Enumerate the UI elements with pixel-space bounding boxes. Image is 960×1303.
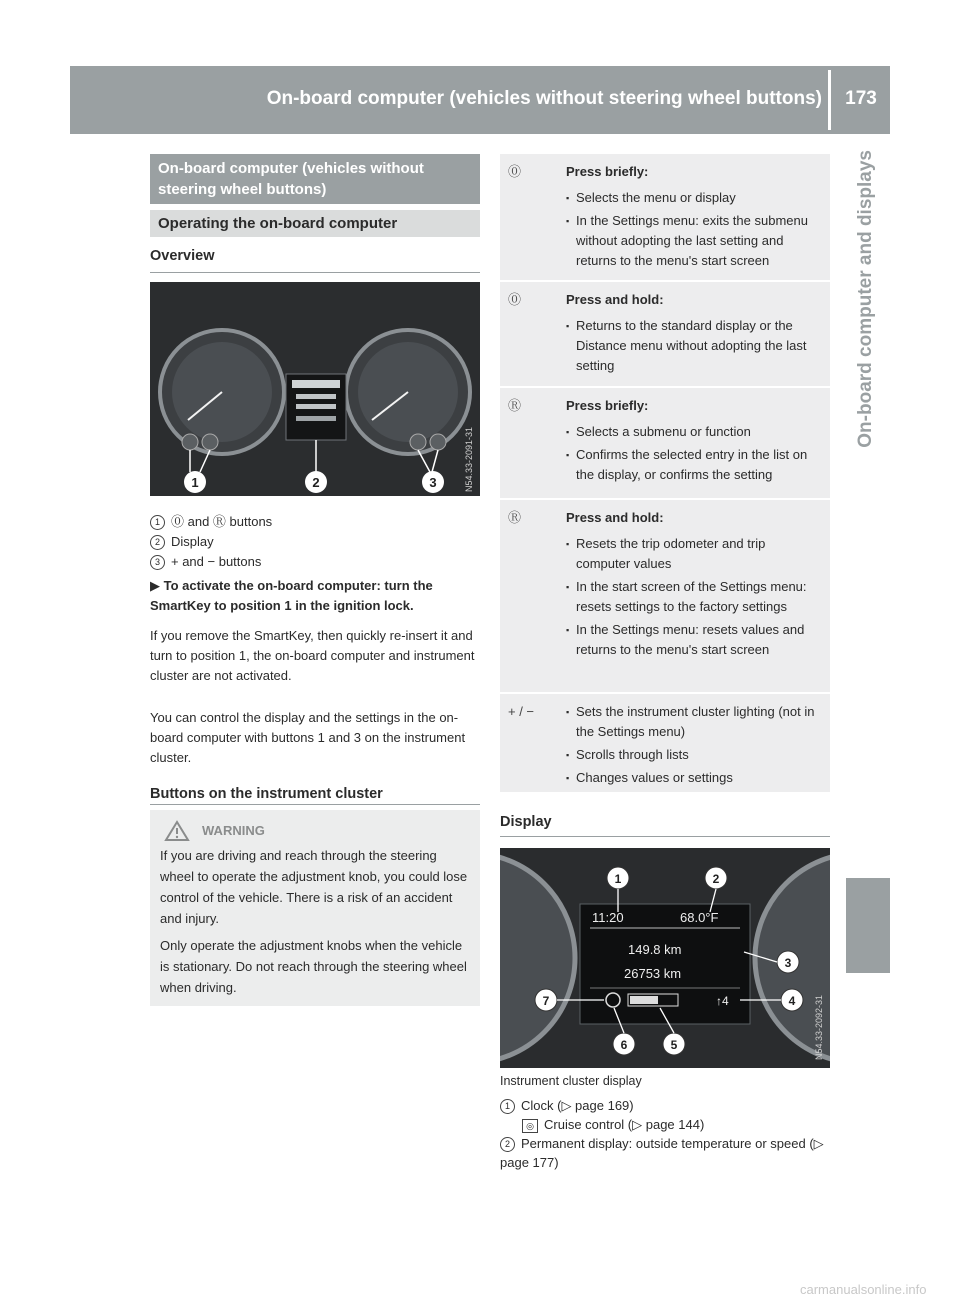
table-row: Ⓡ Press and hold: ▪ Resets the trip odometer and trip computer values ▪ In the start screen of the Settings menu: resets settings to the factory settings ▪ In the Settings menu: resets values and returns to the menu's start screen	[500, 500, 830, 692]
figure-code-2: N54.33-2092-31	[814, 994, 824, 1060]
display-trip: 149.8 km	[628, 942, 682, 957]
buttons-rule	[150, 804, 480, 805]
legend-item: 2 Display	[150, 532, 480, 552]
button-icon: + / −	[508, 704, 535, 719]
display-gear: 4	[722, 994, 729, 1008]
overview-heading: Overview	[150, 248, 215, 264]
warning-icon	[164, 820, 190, 842]
callout-d4: 4	[788, 994, 796, 1008]
legend-item: 2 Permanent display: outside temperature or speed (▷ page 177)	[500, 1136, 824, 1170]
button-icon: ⓪	[508, 292, 522, 307]
warning-text-1: If you are driving and reach through the steering wheel to operate the adjustment knob, you could lose control of the vehicle. There is a risk of an accident and injury.	[160, 848, 468, 926]
footer-watermark: carmanualsonline.info	[800, 1282, 927, 1297]
side-tab-block	[846, 878, 890, 973]
callout-d5: 5	[670, 1038, 678, 1052]
legend-item: 1 Clock (▷ page 169)	[500, 1096, 830, 1115]
callout-1: 1	[191, 475, 199, 490]
display-illustration	[500, 848, 830, 1068]
legend-item: 3 + and − buttons	[150, 552, 480, 572]
button-icon: Ⓡ	[508, 510, 522, 525]
legend-item: 1 ⓪ and Ⓡ buttons	[150, 512, 480, 532]
callout-d6: 6	[620, 1038, 628, 1052]
display-rule	[500, 836, 830, 837]
legend-item: ◎ Cruise control (▷ page 144)	[500, 1115, 830, 1134]
svg-text:↑4: ↑4	[716, 994, 729, 1008]
warning-title: WARNING	[202, 823, 265, 838]
callout-d2: 2	[712, 872, 720, 886]
button-icon: ⓪	[508, 164, 522, 179]
callout-3: 3	[429, 475, 437, 490]
callout-d3: 3	[784, 956, 792, 970]
warning-box	[150, 810, 480, 1006]
callout-2: 2	[312, 475, 320, 490]
page-number: 173	[845, 88, 877, 109]
cruise-control-icon: ◎	[522, 1119, 538, 1133]
callout-d1: 1	[614, 872, 622, 886]
header-title: On-board computer (vehicles without steering wheel buttons)	[266, 88, 822, 109]
figure-caption: Instrument cluster display	[500, 1074, 642, 1088]
warning-text-2: Only operate the adjustment knobs when the vehicle is stationary. Do not reach through the steering wheel when driving.	[160, 938, 467, 995]
subsection-title: Operating the on-board computer	[150, 210, 480, 237]
callout-d7: 7	[542, 994, 550, 1008]
legend-2	[500, 1096, 830, 1172]
paragraph-1: If you remove the SmartKey, then quickly re-insert it and turn to position 1, the on-board computer and instrument cluster are not activated.	[150, 628, 475, 683]
table-row: Ⓡ Press briefly: ▪ Selects a submenu or function ▪ Confirms the selected entry in the list on the display, or confirms the setting	[500, 388, 830, 498]
overview-rule	[150, 272, 480, 273]
display-time: 11:20	[592, 910, 624, 925]
display-image	[500, 848, 830, 1068]
figure-code: N54.33-2091-31	[464, 426, 474, 492]
section-title: On-board computer (vehicles without steering wheel buttons)	[150, 154, 480, 204]
side-tab	[846, 150, 886, 480]
table-row: + / − ▪ Sets the instrument cluster lighting (not in the Settings menu) ▪ Scrolls through lists ▪ Changes values or settings	[500, 694, 830, 792]
legend-1	[150, 512, 480, 572]
buttons-heading: Buttons on the instrument cluster	[150, 786, 383, 802]
button-icon: Ⓡ	[508, 398, 522, 413]
header-separator	[828, 70, 831, 130]
table-row: ⓪ Press and hold: ▪ Returns to the standard display or the Distance menu without adopting the last setting	[500, 282, 830, 386]
side-tab-label: On-board computer and displays	[855, 150, 876, 448]
table-row: ⓪ Press briefly: ▪ Selects the menu or display ▪ In the Settings menu: exits the submenu without adopting the last setting and returns to the menu's start screen	[500, 154, 830, 280]
cluster-illustration	[150, 282, 480, 496]
display-odometer: 26753 km	[624, 966, 682, 981]
paragraph-2: You can control the display and the settings in the on-board computer with buttons 1 and 3 on the instrument cluster.	[150, 710, 466, 765]
activate-instruction: ▶ To activate the on-board computer: turn the SmartKey to position 1 in the ignition lock.	[150, 578, 433, 613]
instrument-cluster-image	[150, 282, 480, 496]
display-temp: 68.0°F	[680, 910, 719, 925]
display-heading: Display	[500, 814, 552, 830]
